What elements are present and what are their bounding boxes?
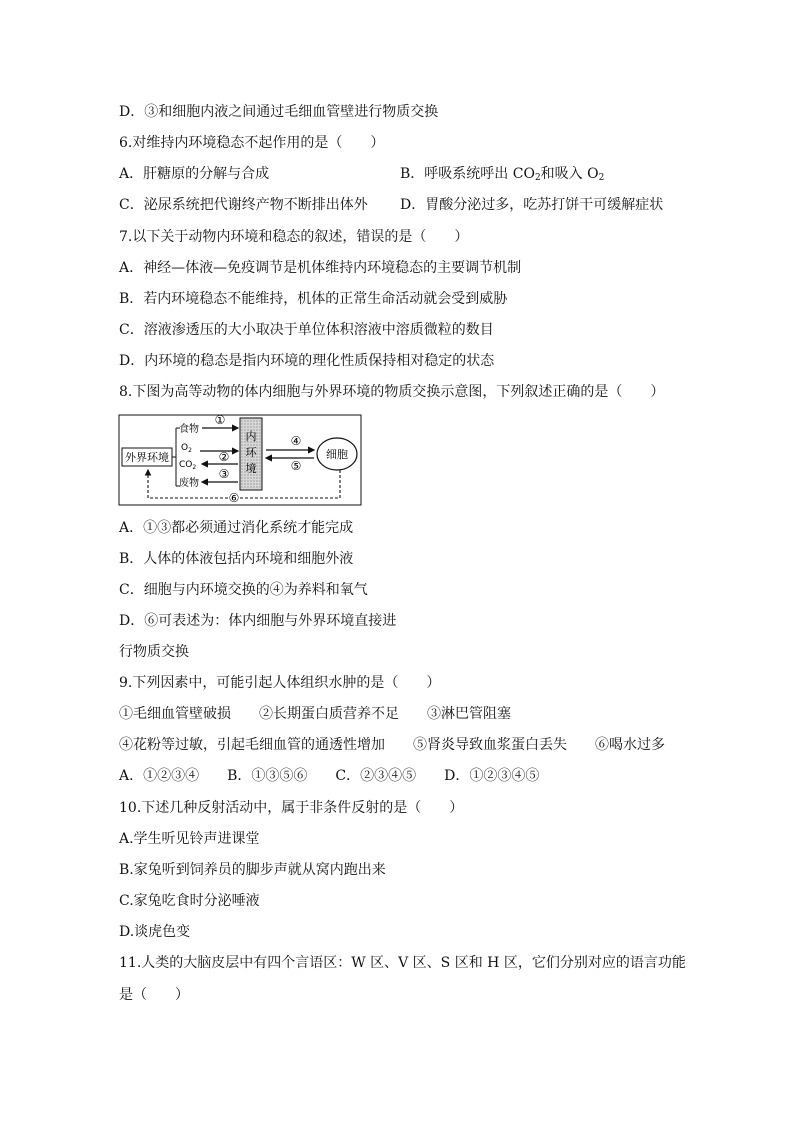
label-5: ⑤ (290, 459, 302, 473)
q10-stem: 10.下述几种反射活动中，属于非条件反射的是（ ） (119, 800, 464, 816)
q9-factors-row-2: ④花粉等过敏，引起毛细血管的通透性增加 ⑤肾炎导致血浆蛋白丢失 ⑥喝水过多 (119, 737, 665, 753)
q7-option-d: D．内环境的稳态是指内环境的理化性质保持相对稳定的状态 (119, 353, 495, 369)
q5-option-d: D．③和细胞内液之间通过毛细血管壁进行物质交换 (119, 104, 439, 120)
q8-option-d-continued: 行物质交换 (119, 644, 189, 660)
q6-option-d: D．胃酸分泌过多，吃苏打饼干可缓解症状 (400, 197, 664, 213)
outer-environment-label: 外界环境 (125, 451, 169, 464)
internal-environment-char-3: 境 (245, 462, 257, 475)
label-2: ② (218, 450, 230, 464)
internal-environment-char-1: 内 (245, 430, 257, 443)
q9-options: A．①②③④ B．①③⑤⑥ C．②③④⑤ D．①②③④⑤ (119, 768, 540, 784)
q9-stem: 9.下列因素中，可能引起人体组织水肿的是（ ） (119, 675, 441, 691)
q7-option-c: C．溶液渗透压的大小取决于单位体积溶液中溶质微粒的数目 (119, 322, 494, 338)
q7-option-a: A．神经—体液—免疫调节是机体维持内环境稳态的主要调节机制 (119, 260, 522, 276)
q11-stem: 11.人类的大脑皮层中有四个言语区：W 区、V 区、S 区和 H 区，它们分别对应的语言功能 (119, 955, 686, 971)
q10-option-b: B.家兔听到饲养员的脚步声就从窝内跑出来 (119, 862, 386, 878)
q6-option-a: A．肝糖原的分解与合成 (119, 166, 270, 182)
cell-label: 细胞 (326, 448, 348, 461)
q6-stem: 6.对维持内环境稳态不起作用的是（ ） (119, 135, 385, 151)
q9-factors-row-1: ①毛细血管壁破损 ②长期蛋白质营养不足 ③淋巴管阻塞 (119, 706, 511, 722)
q8-option-b: B．人体的体液包括内环境和细胞外液 (119, 551, 354, 567)
exchange-diagram (118, 414, 362, 506)
o2-label: $O_2$ (181, 443, 192, 454)
q10-option-d: D.谈虎色变 (119, 924, 191, 940)
label-6: ⑥ (228, 491, 240, 505)
internal-environment-char-2: 环 (245, 446, 257, 459)
co2-label: $CO_2$ (179, 460, 197, 471)
waste-label: 废物 (179, 478, 199, 489)
q10-option-a: A.学生听见铃声进课堂 (119, 831, 260, 847)
q8-stem: 8.下图为高等动物的体内细胞与外界环境的物质交换示意图，下列叙述正确的是（ ） (119, 384, 665, 400)
q8-option-d: D．⑥可表述为：体内细胞与外界环境直接进 (119, 613, 397, 629)
label-1: ① (214, 414, 226, 427)
label-3: ③ (218, 467, 230, 481)
q8-option-c: C．细胞与内环境交换的④为养料和氧气 (119, 582, 368, 598)
q8-option-a: A．①③都必须通过消化系统才能完成 (119, 520, 354, 536)
q6-option-b: B．呼吸系统呼出 $CO_2$和吸入 $O_2$ (400, 166, 605, 183)
food-label: 食物 (179, 424, 199, 435)
q6-option-c: C．泌尿系统把代谢终产物不断排出体外 (119, 197, 368, 213)
q10-option-c: C.家兔吃食时分泌唾液 (119, 893, 260, 909)
label-4: ④ (290, 434, 302, 448)
q11-stem-continued: 是（ ） (119, 987, 189, 1003)
q7-option-b: B．若内环境稳态不能维持，机体的正常生命活动就会受到威胁 (119, 291, 508, 307)
q7-stem: 7.以下关于动物内环境和稳态的叙述，错误的是（ ） (119, 229, 469, 245)
